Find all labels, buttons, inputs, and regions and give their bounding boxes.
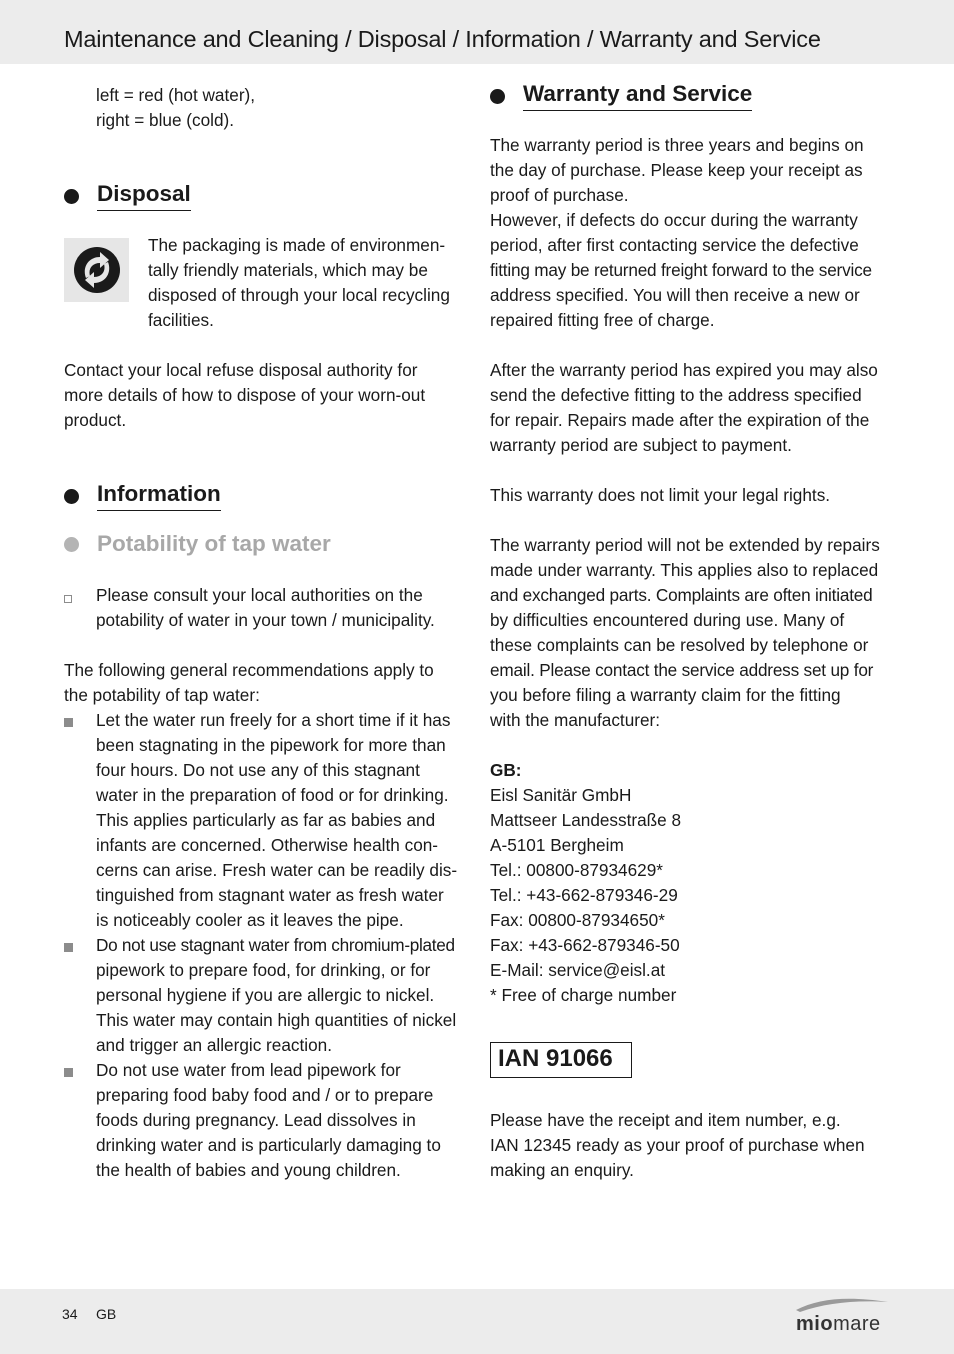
bullet2-line-4: This water may contain high quantities of nickel <box>96 1010 457 1030</box>
disposal-heading-text: Disposal <box>97 181 191 211</box>
warranty-p2-line-3: for repair. Repairs made after the expiration of the <box>490 410 870 430</box>
recommend-line-1: The following general recommendations apply to <box>64 660 434 680</box>
page-language: GB <box>96 1306 117 1322</box>
warranty-p3-line-1: This warranty does not limit your legal rights. <box>490 485 831 505</box>
potability-subheading <box>64 531 331 557</box>
potability-subheading-text: Potability of tap water <box>97 531 331 556</box>
consult-line-1: Please consult your local authorities on the <box>96 585 423 605</box>
contact-line-3: product. <box>64 410 127 430</box>
receipt-line-2: IAN 12345 ready as your proof of purchase when <box>490 1135 865 1155</box>
warranty-p1-line-2: the day of purchase. Please keep your receipt as <box>490 160 863 180</box>
page-title: Maintenance and Cleaning / Disposal / Information / Warranty and Service <box>64 26 821 52</box>
intro-line-1: left = red (hot water), <box>96 85 256 105</box>
warranty-p4-line-2: made under warranty. This applies also to replaced <box>490 560 879 580</box>
section-bullet-icon <box>64 189 79 204</box>
bullet3-line-3: foods during pregnancy. Lead dissolves in <box>96 1110 416 1130</box>
warranty-p1-line-5: period, after first contacting service the defective <box>490 235 859 255</box>
bullet1-line-9: is noticeably cooler as it leaves the pipe. <box>96 910 404 930</box>
warranty-p1-line-8: repaired fitting free of charge. <box>490 310 715 330</box>
warranty-p1-line-3: proof of purchase. <box>490 185 629 205</box>
contact-line-1: Contact your local refuse disposal authority for <box>64 360 418 380</box>
warranty-p4-line-4: by difficulties encountered during use. Many of <box>490 610 845 630</box>
packaging-line-3: disposed of through your local recycling <box>148 285 450 305</box>
bullet1-line-3: four hours. Do not use any of this stagnant <box>96 760 420 780</box>
bullet1-line-7: cerns can arise. Fresh water can be readily dis- <box>96 860 458 880</box>
warranty-p4-line-3: and exchanged parts. Complaints are often initiated <box>490 585 873 605</box>
information-heading <box>64 481 221 511</box>
intro-line-2: right = blue (cold). <box>96 110 235 130</box>
bullet1-line-5: This applies particularly as far as babies and <box>96 810 436 830</box>
warranty-p4-line-8: with the manufacturer: <box>490 710 661 730</box>
bullet1-line-2: been stagnating in the pipework for more than <box>96 735 446 755</box>
bullet1-line-1: Let the water run freely for a short time if it has <box>96 710 451 730</box>
bullet2-line-1: Do not use stagnant water from chromium-plated <box>96 935 455 955</box>
bullet3-line-2: preparing food baby food and / or to prepare <box>96 1085 434 1105</box>
address-fax-free: Fax: 00800-87934650* <box>490 910 665 930</box>
recycle-icon <box>64 238 129 302</box>
address-fax: Fax: +43-662-879346-50 <box>490 935 680 955</box>
address-tel-free: Tel.: 00800-87934629* <box>490 860 663 880</box>
bullet2-line-2: pipework to prepare food, for drinking, or for <box>96 960 431 980</box>
bullet3-line-5: the health of babies and young children. <box>96 1160 401 1180</box>
page-number: 34 <box>62 1306 78 1322</box>
warranty-p4-line-6: email. Please contact the service address set up for <box>490 660 874 680</box>
warranty-p2-line-1: After the warranty period has expired you may also <box>490 360 878 380</box>
square-bullet-icon <box>64 943 73 952</box>
bullet2-line-5: and trigger an allergic reaction. <box>96 1035 332 1055</box>
address-country: GB: <box>490 760 522 780</box>
subsection-bullet-icon <box>64 537 79 552</box>
bullet3-line-4: drinking water and is particularly damaging to <box>96 1135 441 1155</box>
brand-logo <box>796 1313 881 1336</box>
square-bullet-icon <box>64 1068 73 1077</box>
warranty-heading <box>490 81 752 111</box>
warranty-p1-line-7: address specified. You will then receive a new or <box>490 285 860 305</box>
address-company: Eisl Sanitär GmbH <box>490 785 632 805</box>
bullet1-line-6: infants are concerned. Otherwise health con- <box>96 835 439 855</box>
information-heading-text: Information <box>97 481 221 511</box>
consult-line-2: potability of water in your town / municipality. <box>96 610 435 630</box>
square-bullet-icon <box>64 718 73 727</box>
bullet1-line-8: tinguished from stagnant water as fresh water <box>96 885 444 905</box>
hollow-bullet-icon <box>64 595 72 603</box>
warranty-heading-text: Warranty and Service <box>523 81 752 111</box>
bullet2-line-3: personal hygiene if you are allergic to nickel. <box>96 985 435 1005</box>
brand-logo-light: mare <box>833 1313 881 1335</box>
ian-number: IAN 91066 <box>498 1045 613 1072</box>
address-street: Mattseer Landesstraße 8 <box>490 810 682 830</box>
section-bullet-icon <box>490 89 505 104</box>
address-email: E-Mail: service@eisl.at <box>490 960 666 980</box>
warranty-p4-line-1: The warranty period will not be extended by repairs <box>490 535 880 555</box>
address-city: A-5101 Bergheim <box>490 835 624 855</box>
warranty-p1-line-4: However, if defects do occur during the warranty <box>490 210 858 230</box>
warranty-p4-line-5: these complaints can be resolved by telephone or <box>490 635 869 655</box>
bullet1-line-4: water in the preparation of food or for drinking. <box>96 785 449 805</box>
receipt-line-1: Please have the receipt and item number, e.g. <box>490 1110 841 1130</box>
section-bullet-icon <box>64 489 79 504</box>
brand-logo-bold: mio <box>796 1313 834 1335</box>
address-tel: Tel.: +43-662-879346-29 <box>490 885 678 905</box>
warranty-p1-line-6: fitting may be returned freight forward to the service <box>490 260 872 280</box>
packaging-line-1: The packaging is made of environmen- <box>148 235 446 255</box>
packaging-line-4: facilities. <box>148 310 214 330</box>
disposal-heading <box>64 181 191 211</box>
receipt-line-3: making an enquiry. <box>490 1160 634 1180</box>
bullet3-line-1: Do not use water from lead pipework for <box>96 1060 401 1080</box>
warranty-p4-line-7: you before filing a warranty claim for the fitting <box>490 685 841 705</box>
recommend-line-2: the potability of tap water: <box>64 685 260 705</box>
warranty-p1-line-1: The warranty period is three years and begins on <box>490 135 864 155</box>
warranty-p2-line-4: warranty period are subject to payment. <box>490 435 792 455</box>
packaging-line-2: tally friendly materials, which may be <box>148 260 428 280</box>
contact-line-2: more details of how to dispose of your worn-out <box>64 385 426 405</box>
address-note: * Free of charge number <box>490 985 677 1005</box>
warranty-p2-line-2: send the defective fitting to the address specified <box>490 385 862 405</box>
